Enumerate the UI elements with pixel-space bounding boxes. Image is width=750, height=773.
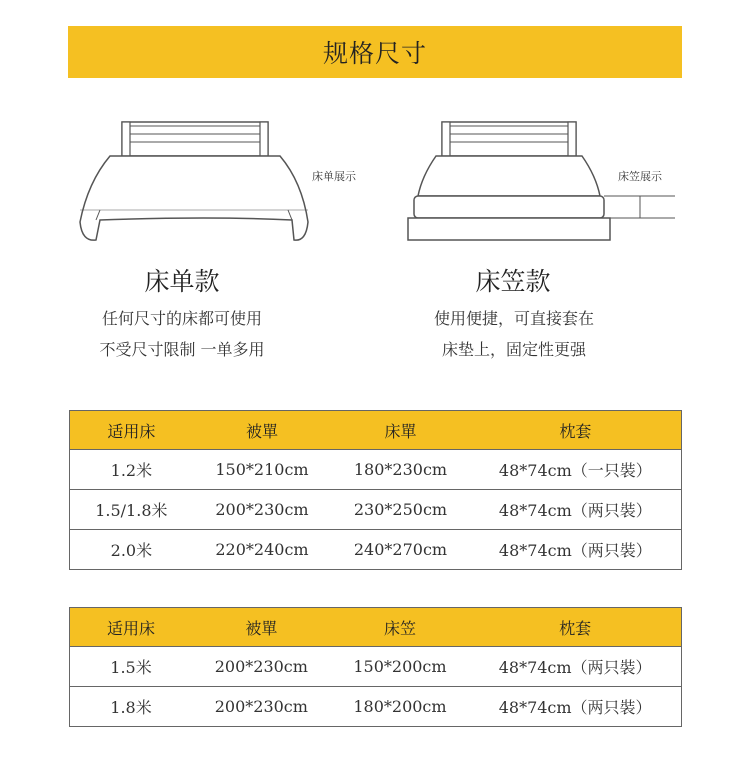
table-header-row xyxy=(70,608,682,647)
header-cell: 被單 xyxy=(193,411,331,450)
table-cell: 1.8米 xyxy=(70,687,193,727)
table-cell: 180*230cm xyxy=(331,450,469,490)
table-row xyxy=(70,687,682,727)
table-row xyxy=(70,450,682,490)
flat-sheet-bed-illustration xyxy=(70,112,320,247)
table-row xyxy=(70,647,682,687)
table-cell: 1.2米 xyxy=(70,450,193,490)
table-cell: 1.5米 xyxy=(70,647,193,687)
header-cell: 床笠 xyxy=(331,608,470,647)
table-cell: 230*250cm xyxy=(331,490,469,530)
table-cell: 220*240cm xyxy=(193,530,331,570)
table-cell: 180*200cm xyxy=(331,687,470,727)
flat-sheet-description xyxy=(52,303,312,365)
header-cell: 枕套 xyxy=(470,411,682,450)
header-cell: 被單 xyxy=(192,608,331,647)
description-line: 不受尺寸限制 一单多用 xyxy=(99,340,265,359)
table-cell: 48*74cm（两只裝） xyxy=(469,647,681,687)
table-cell: 48*74cm（两只裝） xyxy=(470,530,682,570)
description-line: 床垫上，固定性更强 xyxy=(441,340,586,359)
table-cell: 200*230cm xyxy=(193,490,331,530)
title-banner xyxy=(68,26,682,78)
flat-sheet-size-table xyxy=(69,410,682,570)
header-cell: 适用床 xyxy=(70,411,193,450)
table-cell: 2.0米 xyxy=(70,530,193,570)
table-row xyxy=(70,490,682,530)
table-row xyxy=(70,530,682,570)
table-cell: 200*230cm xyxy=(192,687,331,727)
table-header-row xyxy=(70,411,682,450)
description-line: 任何尺寸的床都可使用 xyxy=(101,309,262,328)
table-cell: 48*74cm（两只裝） xyxy=(469,687,681,727)
table-cell: 48*74cm（两只裝） xyxy=(470,490,682,530)
table-cell: 48*74cm（一只裝） xyxy=(470,450,682,490)
table-cell: 200*230cm xyxy=(192,647,331,687)
fitted-sheet-style-title: 床笠款 xyxy=(475,267,551,296)
table-cell: 240*270cm xyxy=(331,530,469,570)
fitted-sheet-size-table xyxy=(69,607,682,727)
fitted-sheet-description xyxy=(384,303,644,365)
header-cell: 床單 xyxy=(331,411,469,450)
flat-sheet-label: 床单展示 xyxy=(312,170,356,183)
header-cell: 适用床 xyxy=(70,608,193,647)
flat-sheet-style-title: 床单款 xyxy=(144,267,220,296)
fitted-sheet-label: 床笠展示 xyxy=(618,170,662,183)
page-title: 规格尺寸 xyxy=(322,39,427,68)
table-cell: 150*210cm xyxy=(193,450,331,490)
description-line: 使用便捷，可直接套在 xyxy=(433,309,594,328)
table-cell: 1.5/1.8米 xyxy=(70,490,193,530)
header-cell: 枕套 xyxy=(469,608,681,647)
table-cell: 150*200cm xyxy=(331,647,470,687)
